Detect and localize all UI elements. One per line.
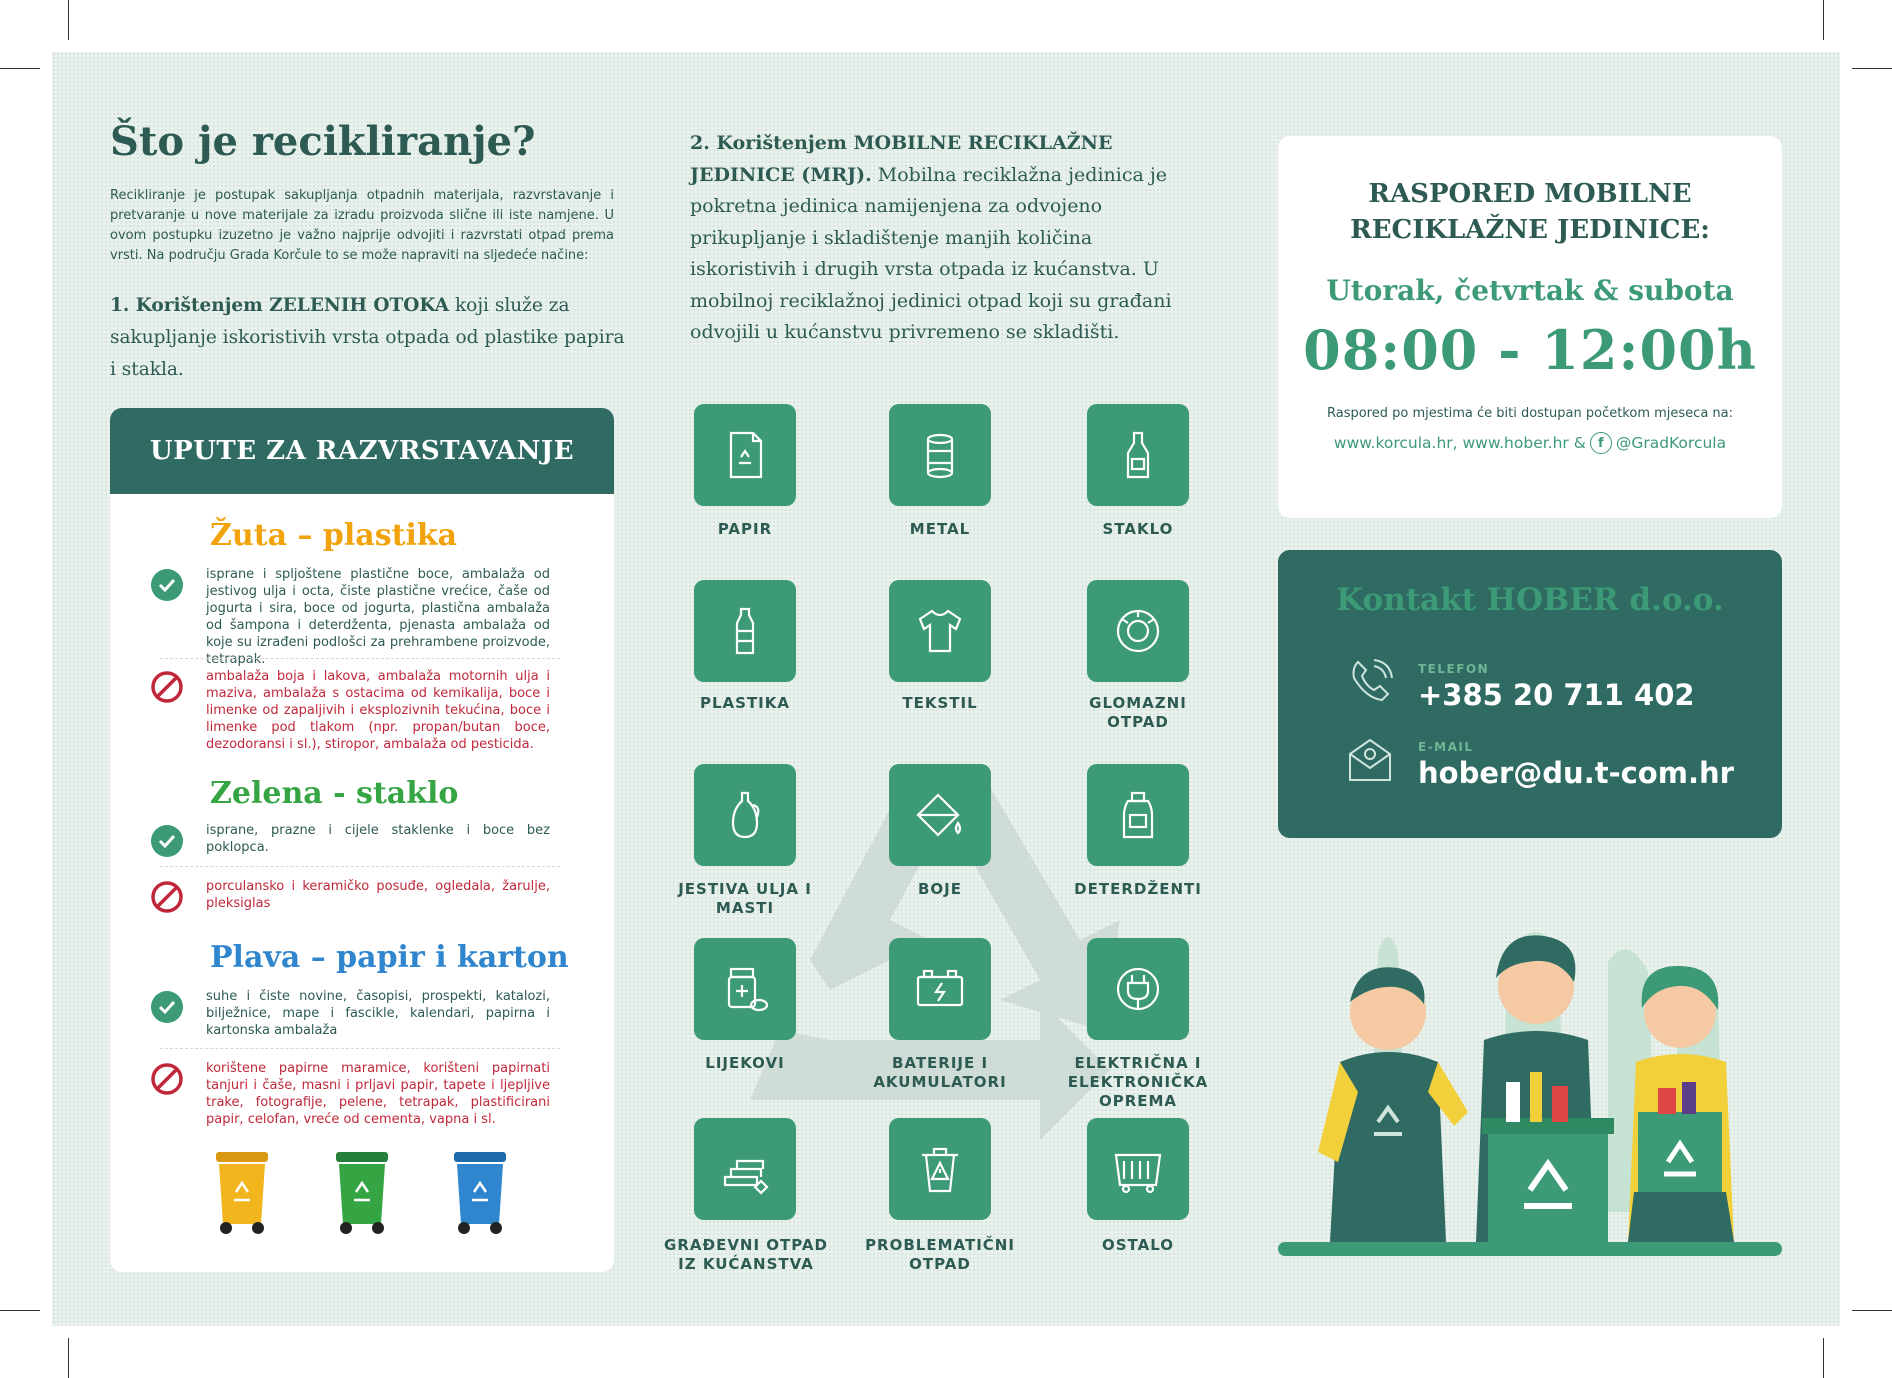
sorting-header: UPUTE ZA RAZVRSTAVANJE xyxy=(110,408,614,494)
paper-icon xyxy=(717,427,773,483)
facebook-icon: f xyxy=(1590,432,1612,454)
tile-boje xyxy=(889,764,991,866)
tile-label: ELEKTRIČNA I ELEKTRONIČKA OPREMA xyxy=(1067,1054,1209,1110)
crop-mark xyxy=(1852,68,1892,69)
plastic-bottle-icon xyxy=(717,603,773,659)
schedule-title xyxy=(1278,176,1782,248)
tile-label: GRAĐEVNI OTPAD IZ KUĆANSTVA xyxy=(664,1236,828,1273)
forbidden-row xyxy=(150,1060,580,1128)
tile-problematicni xyxy=(889,1118,991,1220)
crop-mark xyxy=(0,1310,40,1311)
schedule-time: 08:00 - 12:00h xyxy=(1303,318,1757,382)
contact-title: Kontakt HOBER d.o.o. xyxy=(1336,582,1724,618)
crop-mark xyxy=(1823,1338,1824,1378)
tile-label: OSTALO xyxy=(1101,1236,1174,1254)
forbidden-text: korištene papirne maramice, korišteni papirnati tanjuri i čaše, masni i prljavi papir, tapete i ljepljive trake, fotografije, pelene, tetrapak, plastificirani papir, celofan, vreće od cementa, vapna i sl. xyxy=(206,1061,550,1127)
email-label: E-MAIL xyxy=(1418,740,1474,754)
allowed-text: isprane, prazne i cijele staklenke i boce bez poklopca. xyxy=(206,823,550,855)
point-two-bold: 2. Korištenjem MOBILNE RECIKLAŽNE JEDINICE (MRJ). xyxy=(690,132,1113,186)
allowed-row xyxy=(150,566,580,668)
tile-ostalo xyxy=(1087,1118,1189,1220)
tile-metal xyxy=(889,404,991,506)
tile-label: STAKLO xyxy=(1102,520,1174,538)
point-one-text: koji služe za sakupljanje iskoristivih vrsta otpada od plastike papira i stakla. xyxy=(110,295,625,380)
tile-lijekovi xyxy=(694,938,796,1040)
tile-label: BOJE xyxy=(917,880,962,898)
facebook-handle[interactable]: @GradKorcula xyxy=(1615,434,1727,452)
crop-mark xyxy=(1852,1310,1892,1311)
allowed-text: isprane i spljoštene plastične boce, ambalaža od jestivog ulja i octa, čiste plastične vrećice, čaše od jogurta i sira, boce od jogurta, plastična ambalaža od šampona i deterdženta, pjenasta ambalaža od koje su izrađeni podlošci za prehrambene proizvode, tetrapak. xyxy=(206,567,550,667)
contact-card xyxy=(1278,550,1782,838)
tile-label: LIJEKOVI xyxy=(705,1054,785,1072)
phone-icon xyxy=(1346,656,1394,704)
medicine-icon xyxy=(717,961,773,1017)
point-one-bold: 1. Korištenjem ZELENIH OTOKA xyxy=(110,295,450,316)
kids-recycling-illustration xyxy=(1278,912,1782,1276)
crop-mark xyxy=(68,1338,69,1378)
schedule-links xyxy=(1278,432,1782,454)
bulky-waste-icon xyxy=(1110,603,1166,659)
allowed-row xyxy=(150,822,580,858)
tile-baterije xyxy=(889,938,991,1040)
divider xyxy=(160,1048,560,1049)
schedule-title-line1: RASPORED MOBILNE xyxy=(1368,179,1692,209)
website-links[interactable]: www.korcula.hr, www.hober.hr & xyxy=(1333,434,1586,452)
tile-label: BATERIJE I AKUMULATORI xyxy=(873,1054,1007,1091)
tile-gradjevni xyxy=(694,1118,796,1220)
allowed-row xyxy=(150,988,580,1039)
detergent-icon xyxy=(1110,787,1166,843)
tile-label: PAPIR xyxy=(717,520,773,538)
email-icon xyxy=(1346,736,1394,784)
can-icon xyxy=(912,427,968,483)
schedule-note: Raspored po mjestima će biti dostupan početkom mjeseca na: xyxy=(1326,406,1733,421)
page-title: Što je recikliranje? xyxy=(110,118,536,165)
divider xyxy=(160,866,560,867)
email-address[interactable]: hober@du.t-com.hr xyxy=(1418,756,1734,790)
forbidden-icon xyxy=(150,880,184,914)
point-two xyxy=(690,128,1190,349)
schedule-card xyxy=(1278,136,1782,518)
point-two-text: Mobilna reciklažna jedinica je pokretna jedinica namijenjena za odvojeno prikupljanje i skladištenje manjih količina iskoristivih i drugih vrsta otpada iz kućanstva. U mobilnoj reciklažnoj jedinici otpad koji su građani odvojili u kućanstvu privremeno se skladišti. xyxy=(690,163,1172,343)
tile-label: TEKSTIL xyxy=(902,694,978,712)
category-title-yellow: Žuta – plastika xyxy=(210,518,458,553)
forbidden-text: porculansko i keramičko posuđe, ogledala, žarulje, pleksiglas xyxy=(206,879,550,911)
hazard-bin-icon xyxy=(912,1141,968,1197)
forbidden-row xyxy=(150,668,580,753)
tile-label: DETERDŽENTI xyxy=(1074,880,1202,898)
schedule-days: Utorak, četvrtak & subota xyxy=(1326,274,1734,307)
green-bin-icon xyxy=(332,1148,392,1236)
crop-mark xyxy=(1823,0,1824,40)
tile-staklo xyxy=(1087,404,1189,506)
intro-text: Recikliranje je postupak sakupljanja otpadnih materijala, razvrstavanje i pretvaranje u nove materijale za izradu proizvoda slične ili iste namjene. U ovom postupku izuzetno je važno najprije odvojiti i razvrstati otpad prema vrsti. Na području Grada Korčule to se može napraviti na sljedeće načine: xyxy=(110,188,614,263)
category-title-green: Zelena - staklo xyxy=(210,776,459,811)
check-icon xyxy=(150,990,184,1024)
crop-mark xyxy=(68,0,69,40)
allowed-text: suhe i čiste novine, časopisi, prospekti, katalozi, bilježnice, mape i fascikle, kalendari, papirna i kartonska ambalaža xyxy=(206,989,550,1038)
tshirt-icon xyxy=(912,603,968,659)
plug-icon xyxy=(1110,961,1166,1017)
schedule-title-line2: RECIKLAŽNE JEDINICE: xyxy=(1350,215,1710,245)
tile-glomazni xyxy=(1087,580,1189,682)
check-icon xyxy=(150,568,184,602)
crop-mark xyxy=(0,68,40,69)
phone-number[interactable]: +385 20 711 402 xyxy=(1418,678,1695,712)
phone-label: TELEFON xyxy=(1418,662,1490,676)
tile-papir xyxy=(694,404,796,506)
tile-label: PLASTIKA xyxy=(699,694,790,712)
point-one xyxy=(110,290,630,386)
yellow-bin-icon xyxy=(212,1148,272,1236)
tile-plastika xyxy=(694,580,796,682)
check-icon xyxy=(150,824,184,858)
tile-tekstil xyxy=(889,580,991,682)
glass-bottle-icon xyxy=(1110,427,1166,483)
tile-label: METAL xyxy=(909,520,971,538)
container-icon xyxy=(1110,1141,1166,1197)
forbidden-icon xyxy=(150,1062,184,1096)
category-title-blue: Plava – papir i karton xyxy=(210,940,569,975)
blue-bin-icon xyxy=(450,1148,510,1236)
tile-label: JESTIVA ULJA I MASTI xyxy=(678,880,812,917)
forbidden-icon xyxy=(150,670,184,704)
tile-elektricna xyxy=(1087,938,1189,1040)
divider xyxy=(160,658,560,659)
tile-label: GLOMAZNI OTPAD xyxy=(1089,694,1187,731)
tile-ulja xyxy=(694,764,796,866)
bricks-icon xyxy=(717,1141,773,1197)
tile-deterdzenti xyxy=(1087,764,1189,866)
forbidden-text: ambalaža boja i lakova, ambalaža motornih ulja i maziva, ambalaža s ostacima od kemikalija, boce i limenke od zapaljivih i eksplozivnih tekućina, boce i limenke pod tlakom (npr. propan/butan boce, dezodoransi i sl.), stiropor, ambalaža od pesticida. xyxy=(206,669,550,752)
forbidden-row xyxy=(150,878,580,914)
battery-icon xyxy=(912,961,968,1017)
paint-bucket-icon xyxy=(912,787,968,843)
tile-label: PROBLEMATIČNI OTPAD xyxy=(865,1236,1015,1273)
oil-bottle-icon xyxy=(717,787,773,843)
